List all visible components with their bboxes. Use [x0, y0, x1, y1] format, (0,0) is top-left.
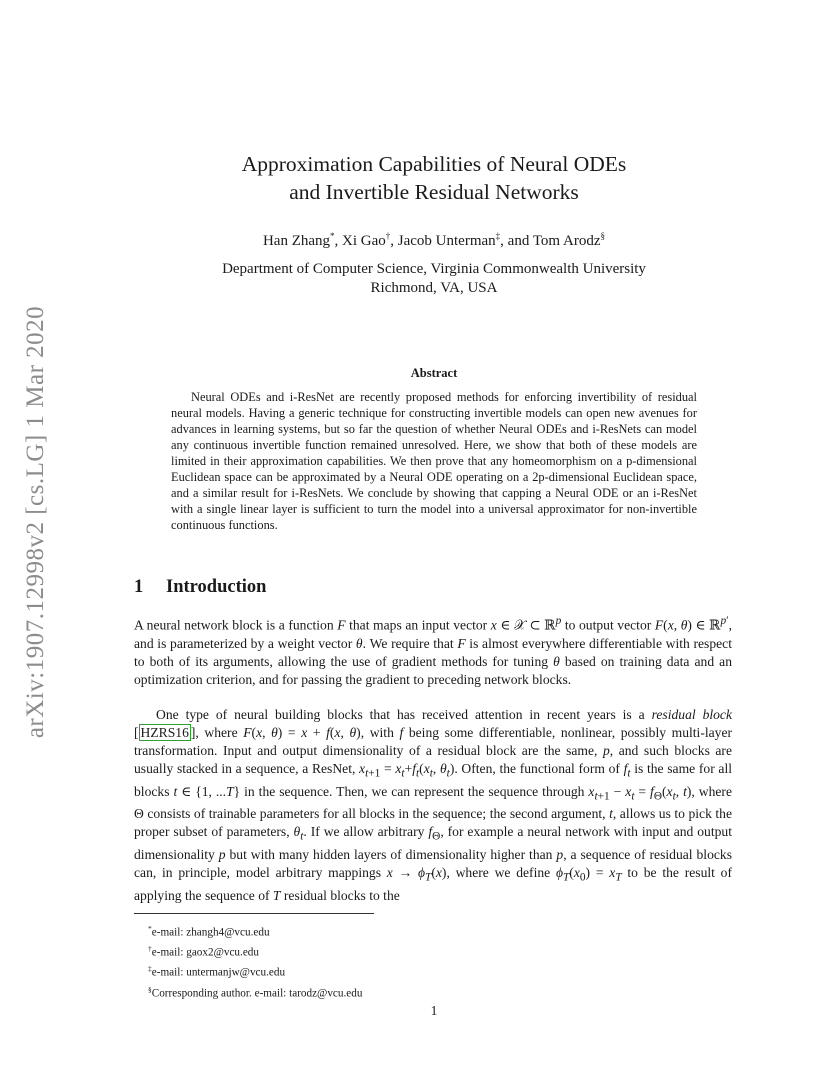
author-mark: *: [330, 231, 335, 241]
title-line-1: Approximation Capabilities of Neural ODEs: [241, 152, 627, 176]
abstract-heading: Abstract: [410, 366, 458, 380]
author-name: Tom Arodz: [532, 233, 601, 249]
section-number: 1: [134, 577, 144, 597]
footnote-item: §Corresponding author. e-mail: tarodz@vcu.edu: [148, 984, 363, 1000]
footnote-item: *e-mail: zhangh4@vcu.edu: [148, 924, 270, 939]
author-mark: ‡: [495, 231, 501, 241]
arxiv-id: arXiv:1907.12998v2 [cs.LG] 1 Mar 2020: [22, 305, 49, 739]
citation-link[interactable]: HZRS16: [140, 725, 189, 740]
author-mark: §: [600, 231, 606, 241]
intro-paragraph-2: One type of neural building blocks that has received attention in recent years is a residual block [ HZRS16 ], where F(x, θ) = x + f(x, θ), with f being some differentiable, nonlinear, possibly multi-layer transformation. Input and output dimensionality of a residual block are the same, p, and such blocks are usually stacked in a sequence, a ResNet, $x_{t+1} = x_t+f_t(x_t$, $\theta_t$). Often, the functional form of $f_t$ is the same for all blocks t ∈ {1, ...T} in the sequence. Then, we can represent the sequence through $x_{t+1} - x_t = f_\Theta(x_t$, t), where Θ consists of trainable parameters for all blocks in the sequence; the second argument, t, allows us to pick the proper subset of parameters, $\theta_t$. If we allow arbitrary $f_\Theta$, for example a neural network with input and output dimensionality p but with many hidden layers of dimensionality higher than p, a sequence of residual blocks can, in principle, model arbitrary mappings $x \to \phi_T(x)$, where we define $\phi_T(x_0) = x_T$ to be the result of applying the sequence of T residual blocks to the: [134, 707, 733, 903]
affiliation-line-1: Department of Computer Science, Virginia Commonwealth University: [222, 261, 646, 277]
author-name: Jacob Unterman: [397, 233, 496, 249]
footnote-item: ‡e-mail: untermanjw@vcu.edu: [148, 964, 286, 980]
footnote-rule: [134, 913, 374, 914]
title-line-2: and Invertible Residual Networks: [289, 180, 579, 204]
paper-title: [134, 150, 734, 206]
footnotes: [148, 921, 648, 1002]
arxiv-sidebar-stamp: [14, 292, 58, 752]
affiliation-line-2: Richmond, VA, USA: [370, 280, 498, 296]
section-heading: [134, 577, 266, 598]
author-name: Han Zhang: [262, 233, 331, 249]
abstract-body: Neural ODEs and i-ResNet are recently proposed methods for enforcing invertibility of residual neural models. Having a generic technique for constructing invertible models can open new avenues for advances in learning systems, but so far the question of whether Neural ODEs and i-ResNets can model any continuous invertible function remained unresolved. Here, we show that both of these models are limited in their approximation capabilities. We then prove that any homeomorphism on a p-dimensional Euclidean space can be approximated by a Neural ODE operating on a 2p-dimensional Euclidean space, and a similar result for i-ResNets. We conclude by showing that capping a Neural ODE or an i-ResNet with a single linear layer is sufficient to turn the model into a universal approximator for non-invertible continuous functions.: [171, 390, 697, 532]
page-number: 1: [430, 1003, 438, 1018]
section-title: Introduction: [166, 577, 267, 597]
footnote-item: †e-mail: gaox2@vcu.edu: [148, 944, 259, 959]
author-mark: †: [385, 231, 391, 241]
affiliation: [134, 260, 734, 298]
author-list: Han Zhang*, Xi Gao†, Jacob Unterman‡, and Tom Arodz§: [262, 231, 606, 249]
author-name: Xi Gao: [342, 233, 386, 249]
intro-paragraph-1: A neural network block is a function F that maps an input vector x ∈ 𝒳 ⊂ ℝ$^p$ to output vector F(x, θ) ∈ ℝ$^{p'}$, and is parameterized by a weight vector θ. We require that F is almost everywhere differentiable with respect to both of its arguments, allowing the use of gradient methods for tuning θ based on training data and an optimization criterion, and for passing the gradient to preceding network blocks.: [134, 615, 733, 687]
